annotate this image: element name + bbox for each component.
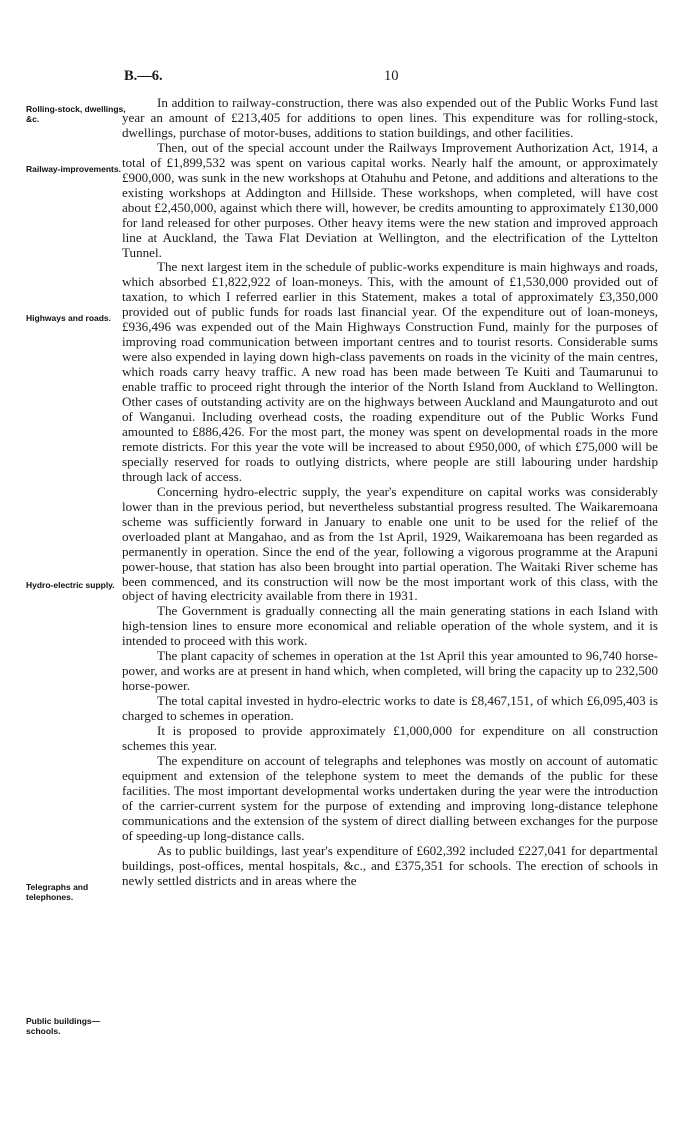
paragraph-rolling-stock: In addition to railway-construction, there was also expended out of the Public Works Fund last year an amount of £213,405 for additions to open lines. This expenditure was for rolling-stock, dwellings, purchase of motor-buses, additions to station buildings, and other facilities. (122, 95, 658, 140)
page-header (122, 68, 662, 90)
page-number: 10 (384, 68, 399, 84)
paragraph-transmission: The Government is gradually connecting all the main generating stations in each Island with high-tension lines to ensure more economical and reliable operation of the whole system, and it is intended to proceed with this work. (122, 603, 658, 649)
paragraph-highways: The next largest item in the schedule of public-works expenditure is main highways and roads, which absorbed £1,822,922 of loan-moneys. This, with the amount of £1,530,000 provided out of taxation, to which I referred earlier in this Statement, makes a total of approximately £3,350,000 provided out of public funds for roads last financial year. Of the expenditure out of loan-moneys, £936,496 was expended out of the Main Highways Construction Fund, mainly for the purposes of improving road communication between important centres and to tourist resorts. Considerable sums were also expended in laying down high-class pavements on roads in the vicinity of the main centres, which roads carry heavy traffic. A new road has been made between Te Kuiti and Taumarunui to enable traffic to proceed right through the interior of the North Island from Auckland to Wellington. Other cases of outstanding activity are on the highways between Auckland and Maungaturoto and out of Wanganui. Including overhead costs, the roading expenditure out of the Public Works Fund amounted to £886,426. For the most part, the money was spent on developmental roads in the more remote districts. For this year the vote will be increased to about £950,000, of which £75,000 will be specially reserved for roads to outlying districts, where people are still labouring under hardship through lack of access. (122, 259, 658, 484)
paragraph-hydro-electric: Concerning hydro-electric supply, the year's expenditure on capital works was considerably lower than in the previous period, but nevertheless substantial progress resulted. The Waikaremoana scheme was sufficiently forward in January to enable one unit to be used for the relief of the overloaded plant at Mangahao, and as from the 1st April, 1929, Waikaremoana has been regarded as permanently in operation. Since the end of the year, following a vigorous programme at the Arapuni power-house, that station has also been brought into partial operation. The Waitaki River scheme has been commenced, and its construction will now be the most important work of this class, with the object of having electricity available from there in 1931. (122, 483, 658, 604)
margin-note-public-buildings: Public buildings—schools. (26, 1016, 101, 1036)
paragraph-proposed-expenditure: It is proposed to provide approximately £1,000,000 for expenditure on all construction schemes this year. (122, 723, 658, 753)
paragraph-railway-improvements: Then, out of the special account under the Railways Improvement Authorization Act, 1914, a total of £1,899,532 was spent on various capital works. Nearly half the amount, or approximately £900,000, was sunk in the new workshops at Otahuhu and Petone, and additions and alterations to the existing workshops at Addington and Hillside. These workshops, when completed, will have cost about £2,450,000, against which there will, however, be credits amounting to approximately £130,000 for land released for other purposes. Other heavy items were the new station and improved approach line at Auckland, the Tawa Flat Deviation at Wellington, and the electrification of the Lyttelton Tunnel. (122, 139, 658, 260)
paragraph-telegraphs: The expenditure on account of telegraphs and telephones was mostly on account of automatic equipment and extension of the telephone system to meet the demands of the public for these facilities. The most important developmental works undertaken during the year were the introduction of the carrier-current system for the purpose of extending and improving long-distance telephone communications and the extension of the system of direct dialling between exchanges for the purpose of speeding-up long-distance calls. (122, 752, 658, 843)
document-reference: B.—6. (124, 68, 163, 84)
paragraph-plant-capacity: The plant capacity of schemes in operation at the 1st April this year amounted to 96,740 horse-power, and works are at present in hand which, when completed, will bring the capacity up to 232,500 horse-power. (122, 648, 658, 694)
margin-note-highways: Highways and roads. (26, 313, 112, 323)
margin-note-rolling-stock: Rolling-stock, dwellings, &c. (26, 104, 126, 124)
body-text (122, 96, 658, 889)
paragraph-capital-invested: The total capital invested in hydro-electric works to date is £8,467,151, of which £6,095,403 is charged to schemes in operation. (122, 693, 658, 724)
margin-note-railway-improvements: Railway-improvements. (26, 164, 121, 174)
paragraph-public-buildings: As to public buildings, last year's expenditure of £602,392 included £227,041 for departmental buildings, post-offices, mental hospitals, &c., and £375,351 for schools. The erection of schools in newly settled districts and in areas where the (122, 842, 658, 888)
margin-note-hydro-electric: Hydro-electric supply. (26, 580, 115, 590)
margin-note-telegraphs: Telegraphs and telephones. (26, 882, 89, 902)
